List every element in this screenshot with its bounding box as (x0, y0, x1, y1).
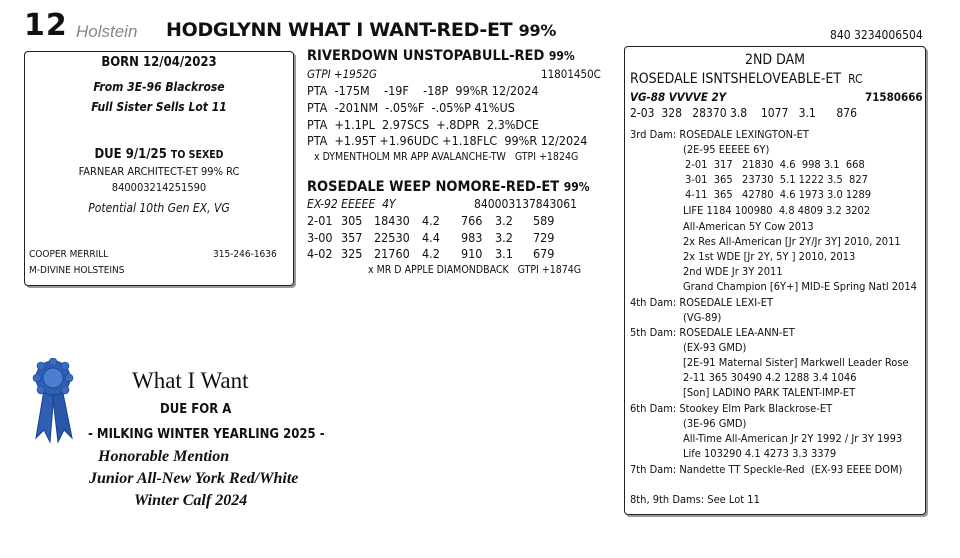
third-dam-award: 2x Res All-American [Jr 2Y/Jr 3Y] 2010, 2011 (683, 235, 901, 248)
sire-percent: 99% (548, 49, 575, 63)
lot-number: 12 (24, 8, 68, 43)
second-dam-suffix: RC (848, 72, 863, 86)
sire-pta-2: PTA -201NM -.05%F -.05%P 41%US (307, 100, 515, 115)
animal-info-box (24, 51, 294, 286)
eighth-ninth-dam-line: 8th, 9th Dams: See Lot 11 (630, 493, 760, 506)
fifth-dam-line: 5th Dam: ROSEDALE LEA-ANN-ET (630, 326, 795, 339)
third-dam-award: All-American 5Y Cow 2013 (683, 220, 814, 233)
sire-maternal-grandsire: x DYMENTHOLM MR APP AVALANCHE-TW GTPI +1824G (314, 151, 579, 163)
dam-percent: 99% (563, 180, 590, 194)
rec-days: 305 (341, 213, 363, 228)
sixth-dam-line: 6th Dam: Stookey Elm Park Blackrose-ET (630, 402, 833, 415)
promo-honor-2: Junior All-New York Red/White (89, 470, 299, 487)
second-dam-heading: 2ND DAM (744, 52, 806, 68)
due-suffix: TO SEXED (170, 149, 224, 161)
breed-label: Holstein (76, 22, 138, 41)
fifth-dam-class: (EX-93 GMD) (683, 341, 747, 354)
third-dam-record: 2-01 317 21830 4.6 998 3.1 668 (685, 158, 865, 171)
animal-percent: 99% (518, 21, 557, 40)
sixth-dam-award: All-Time All-American Jr 2Y 1992 / Jr 3Y 1993 (683, 432, 903, 445)
promo-due-for: DUE FOR A (160, 402, 232, 417)
rec-fat: 766 (461, 213, 483, 228)
rec-milk: 22530 (374, 230, 410, 245)
rec-protein-pct: 3.2 (495, 213, 513, 228)
consignor-phone: 315-246-1636 (213, 249, 277, 260)
animal-name (166, 19, 556, 41)
dam-name-line (307, 179, 590, 195)
rec-days: 357 (341, 230, 363, 245)
due-line (25, 147, 293, 162)
third-dam-life: LIFE 1184 100980 4.8 4809 3.2 3202 (683, 204, 871, 217)
fourth-dam-line: 4th Dam: ROSEDALE LEXI-ET (630, 296, 774, 309)
service-sire-id: 840003214251590 (111, 181, 207, 194)
rec-fat: 910 (461, 246, 483, 261)
third-dam-record: 4-11 365 42780 4.6 1973 3.0 1289 (685, 188, 872, 201)
rec-fat: 983 (461, 230, 483, 245)
animal-name-text: HODGLYNN WHAT I WANT-RED-ET (166, 19, 513, 41)
rec-days: 325 (341, 246, 363, 261)
sire-pta-4: PTA +1.95T +1.96UDC +1.18FLC 99%R 12/2024 (307, 133, 588, 148)
dam-classification: EX-92 EEEEE 4Y (307, 197, 396, 211)
sixth-dam-class: (3E-96 GMD) (683, 417, 747, 430)
third-dam-award: 2nd WDE Jr 3Y 2011 (683, 265, 783, 278)
rec-protein: 679 (533, 246, 555, 261)
third-dam-line: 3rd Dam: ROSEDALE LEXINGTON-ET (630, 128, 809, 141)
rec-fat-pct: 4.2 (422, 213, 440, 228)
promo-script-title: What I Want (132, 368, 249, 393)
sire-pta-1: PTA -175M -19F -18P 99%R 12/2024 (307, 83, 539, 98)
consignor-name: COOPER MERRILL (29, 249, 109, 260)
rec-fat-pct: 4.2 (422, 246, 440, 261)
due-date: DUE 9/1/25 (94, 147, 167, 162)
sire-gtpi: GTPI +1952G (307, 67, 377, 81)
sire-pta-3: PTA +1.1PL 2.97SCS +.8DPR 2.3%DCE (307, 117, 540, 132)
sire-name-line (307, 48, 575, 64)
ribbon-icon (28, 358, 78, 444)
registration-number: 840 3234006504 (830, 28, 923, 42)
consignor-farm: M-DIVINE HOLSTEINS (29, 265, 125, 276)
second-dam-classification: VG-88 VVVVE 2Y (630, 90, 727, 104)
promo-milking: - MILKING WINTER YEARLING 2025 - (88, 427, 325, 442)
sixth-dam-life: Life 103290 4.1 4273 3.3 3379 (683, 447, 837, 460)
third-dam-award: Grand Champion [6Y+] MID-E Spring Natl 2014 (683, 280, 917, 293)
second-dam-record: 2-03 328 28370 3.8 1077 3.1 876 (630, 106, 857, 120)
rec-age: 3-00 (307, 230, 333, 245)
second-dam-name: ROSEDALE ISNTSHELOVEABLE-ET (630, 71, 842, 87)
born-date: BORN 12/04/2023 (101, 55, 217, 70)
seventh-dam-line: 7th Dam: Nandette TT Speckle-Red (EX-93 EEEE DOM) (630, 463, 903, 476)
potential-line: Potential 10th Gen EX, VG (88, 201, 230, 215)
sire-name: RIVERDOWN UNSTOPABULL-RED (307, 48, 545, 64)
promo-honor-1: Honorable Mention (98, 448, 230, 465)
rec-fat-pct: 4.4 (422, 230, 440, 245)
third-dam-record: 3-01 365 23730 5.1 1222 3.5 827 (685, 173, 868, 186)
sister-line: Full Sister Sells Lot 11 (91, 100, 227, 114)
rec-protein: 589 (533, 213, 555, 228)
fifth-dam-son: [Son] LADINO PARK TALENT-IMP-ET (683, 386, 856, 399)
fifth-dam-relative: [2E-91 Maternal Sister] Markwell Leader Rose (683, 356, 909, 369)
rec-milk: 21760 (374, 246, 410, 261)
dam-id: 840003137843061 (474, 197, 578, 211)
service-sire: FARNEAR ARCHITECT-ET 99% RC (78, 165, 240, 178)
rec-protein-pct: 3.1 (495, 246, 513, 261)
rec-protein: 729 (533, 230, 555, 245)
second-dam-name-line (630, 71, 863, 87)
fourth-dam-class: (VG-89) (683, 311, 722, 324)
rec-milk: 18430 (374, 213, 410, 228)
third-dam-award: 2x 1st WDE [Jr 2Y, 5Y ] 2010, 2013 (683, 250, 856, 263)
second-dam-id: 71580666 (865, 90, 923, 104)
fifth-dam-relative-record: 2-11 365 30490 4.2 1288 3.4 1046 (683, 371, 857, 384)
third-dam-class: (2E-95 EEEEE 6Y) (683, 143, 770, 156)
dam-name: ROSEDALE WEEP NOMORE-RED-ET (307, 179, 560, 195)
rec-age: 4-02 (307, 246, 333, 261)
rec-protein-pct: 3.2 (495, 230, 513, 245)
from-line: From 3E-96 Blackrose (93, 80, 225, 94)
sire-id: 11801450C (541, 67, 601, 81)
rec-age: 2-01 (307, 213, 333, 228)
second-dam-box (624, 46, 926, 515)
promo-honor-3: Winter Calf 2024 (134, 492, 248, 509)
dam-maternal-grandsire: x MR D APPLE DIAMONDBACK GTPI +1874G (368, 264, 582, 276)
